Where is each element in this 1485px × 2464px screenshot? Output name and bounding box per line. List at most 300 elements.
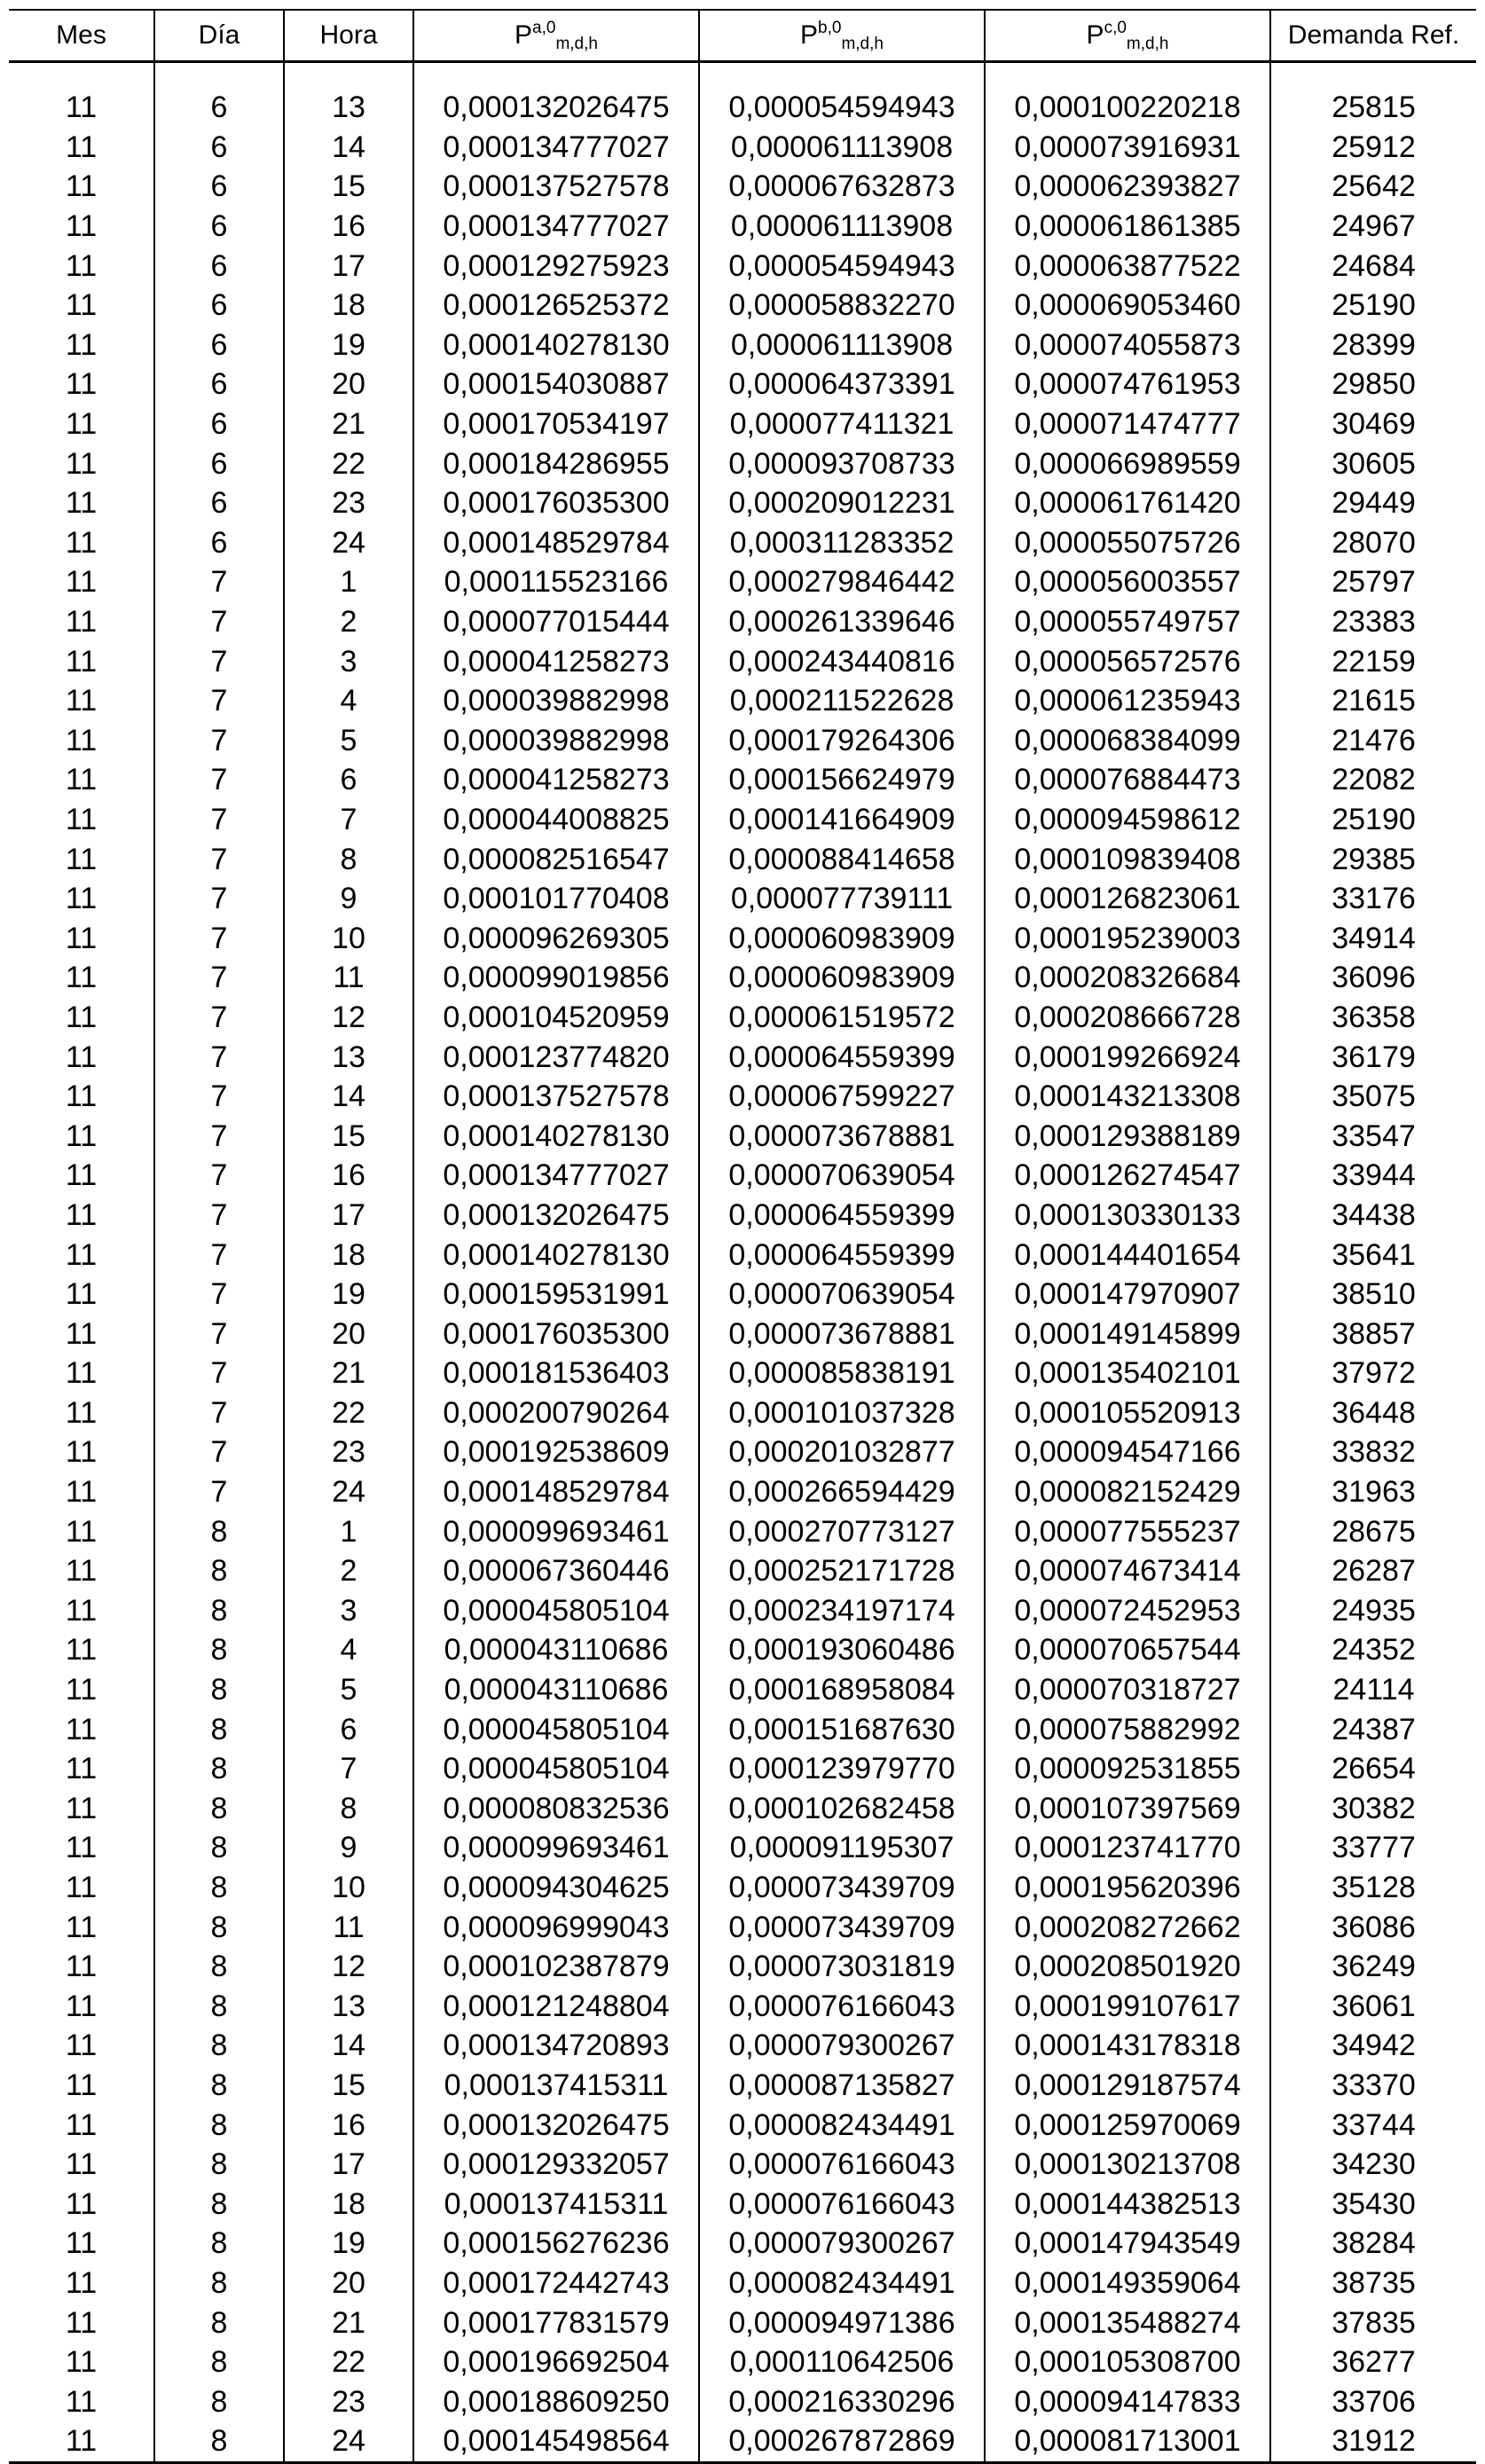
cell-mes: 11 [65, 1316, 98, 1351]
cell-mes: 11 [65, 1158, 98, 1193]
cell-pb: 0,000216330296 [699, 2382, 985, 2421]
cell-demanda: 33176 [1270, 879, 1476, 919]
cell-dia: 8 [154, 1749, 284, 1789]
cell-dia: 6 [154, 167, 284, 207]
cell-mes: 11 [65, 248, 98, 283]
table-row [9, 167, 1476, 207]
cell-dia: 8 [154, 2264, 284, 2303]
cell-demanda: 37835 [1270, 2303, 1476, 2342]
cell-pc: 0,000061761420 [985, 483, 1270, 523]
cell-mes: 11 [65, 2068, 98, 2102]
cell-mes: 11 [65, 1950, 98, 1984]
cell-mes: 11 [65, 407, 98, 442]
cell-mes: 11 [65, 1435, 98, 1470]
cell-hora: 18 [284, 2184, 413, 2224]
cell-pa: 0,000170534197 [413, 404, 699, 444]
cell-demanda: 30605 [1270, 443, 1476, 483]
table-row [9, 1670, 1476, 1710]
cell-demanda: 34914 [1270, 918, 1476, 958]
cell-hora: 6 [284, 760, 413, 800]
cell-dia: 7 [154, 1275, 284, 1314]
cell-dia: 6 [154, 326, 284, 365]
cell-pc: 0,000208272662 [985, 1907, 1270, 1947]
cell-pb: 0,000311283352 [699, 523, 985, 563]
cell-pc: 0,000125970069 [985, 2105, 1270, 2145]
cell-pc: 0,000199266924 [985, 1037, 1270, 1077]
cell-pa: 0,000045805104 [413, 1591, 699, 1631]
cell-pa: 0,000137415311 [413, 2066, 699, 2106]
table-row [9, 1037, 1476, 1077]
cell-mes: 11 [65, 2226, 98, 2261]
cell-pa: 0,000134777027 [413, 1156, 699, 1196]
cell-demanda: 36086 [1270, 1907, 1476, 1947]
table-row [9, 681, 1476, 721]
cell-mes: 11 [65, 129, 98, 164]
cell-pb: 0,000061113908 [699, 326, 985, 365]
cell-dia: 7 [154, 879, 284, 919]
cell-pa: 0,000132026475 [413, 62, 699, 128]
cell-dia: 7 [154, 918, 284, 958]
cell-mes: 11 [65, 327, 98, 362]
cell-pb: 0,000093708733 [699, 443, 985, 483]
cell-hora: 20 [284, 1314, 413, 1354]
cell-demanda: 24114 [1270, 1670, 1476, 1710]
table-row [9, 760, 1476, 800]
cell-demanda: 21476 [1270, 721, 1476, 761]
cell-hora: 11 [284, 1907, 413, 1947]
cell-pa: 0,000039882998 [413, 721, 699, 761]
cell-hora: 24 [284, 2421, 413, 2462]
cell-pa: 0,000145498564 [413, 2421, 699, 2462]
cell-demanda: 33777 [1270, 1828, 1476, 1868]
cell-demanda: 33547 [1270, 1116, 1476, 1156]
cell-demanda: 25190 [1270, 286, 1476, 326]
cell-demanda: 33706 [1270, 2382, 1476, 2421]
cell-demanda: 25815 [1270, 62, 1476, 128]
cell-pb: 0,000061113908 [699, 207, 985, 247]
cell-mes: 11 [65, 1514, 98, 1549]
table-row [9, 1947, 1476, 1987]
cell-dia: 8 [154, 2145, 284, 2185]
cell-pc: 0,000126823061 [985, 879, 1270, 919]
cell-pc: 0,000208326684 [985, 958, 1270, 998]
cell-hora: 1 [284, 1511, 413, 1551]
table-row [9, 1432, 1476, 1472]
cell-pc: 0,000143178318 [985, 2026, 1270, 2066]
cell-mes: 11 [65, 1118, 98, 1153]
table-row [9, 365, 1476, 404]
cell-pc: 0,000129388189 [985, 1116, 1270, 1156]
cell-pa: 0,000121248804 [413, 1987, 699, 2027]
cell-demanda: 24967 [1270, 207, 1476, 247]
cell-dia: 8 [154, 1670, 284, 1710]
cell-pb: 0,000279846442 [699, 562, 985, 602]
cell-pb: 0,000211522628 [699, 681, 985, 721]
cell-hora: 16 [284, 207, 413, 247]
table-row [9, 1828, 1476, 1868]
cell-pa: 0,000043110686 [413, 1670, 699, 1710]
cell-hora: 15 [284, 1116, 413, 1156]
cell-demanda: 28399 [1270, 326, 1476, 365]
table-row [9, 443, 1476, 483]
table-row [9, 1314, 1476, 1354]
cell-demanda: 31912 [1270, 2421, 1476, 2462]
cell-demanda: 33832 [1270, 1432, 1476, 1472]
cell-pc: 0,000070657544 [985, 1630, 1270, 1670]
cell-hora: 20 [284, 365, 413, 404]
cell-pb: 0,000073031819 [699, 1947, 985, 1987]
cell-pa: 0,000067360446 [413, 1551, 699, 1591]
cell-pc: 0,000074673414 [985, 1551, 1270, 1591]
table-header [9, 10, 1476, 62]
cell-hora: 2 [284, 1551, 413, 1591]
cell-mes: 11 [65, 1593, 98, 1628]
cell-hora: 17 [284, 246, 413, 286]
cell-pb: 0,000058832270 [699, 286, 985, 326]
cell-pc: 0,000056003557 [985, 562, 1270, 602]
table-row [9, 1235, 1476, 1275]
cell-dia: 6 [154, 207, 284, 247]
cell-hora: 17 [284, 2145, 413, 2185]
cell-mes: 11 [65, 1000, 98, 1034]
cell-hora: 19 [284, 2224, 413, 2264]
cell-dia: 7 [154, 1037, 284, 1077]
cell-demanda: 38857 [1270, 1314, 1476, 1354]
cell-mes: 11 [65, 1871, 98, 1905]
cell-pb: 0,000094971386 [699, 2303, 985, 2342]
cell-hora: 15 [284, 167, 413, 207]
cell-demanda: 22082 [1270, 760, 1476, 800]
cell-mes: 11 [65, 644, 98, 679]
table-row [9, 1472, 1476, 1512]
cell-pa: 0,000080832536 [413, 1789, 699, 1829]
cell-pc: 0,000144401654 [985, 1235, 1270, 1275]
table-row [9, 1868, 1476, 1908]
cell-dia: 6 [154, 62, 284, 128]
cell-demanda: 37972 [1270, 1354, 1476, 1393]
cell-pa: 0,000134720893 [413, 2026, 699, 2066]
cell-hora: 12 [284, 998, 413, 1038]
cell-mes: 11 [65, 2265, 98, 2300]
cell-mes: 11 [65, 802, 98, 836]
cell-demanda: 34438 [1270, 1196, 1476, 1236]
header-row [9, 10, 1476, 62]
header-pc [985, 10, 1270, 62]
cell-pa: 0,000159531991 [413, 1275, 699, 1314]
cell-pb: 0,000067632873 [699, 167, 985, 207]
cell-pc: 0,000208501920 [985, 1947, 1270, 1987]
cell-pc: 0,000105520913 [985, 1393, 1270, 1433]
table-row [9, 2342, 1476, 2382]
cell-pc: 0,000094598612 [985, 800, 1270, 840]
table-row [9, 2026, 1476, 2066]
cell-dia: 7 [154, 681, 284, 721]
cell-mes: 11 [65, 1395, 98, 1430]
cell-pa: 0,000172442743 [413, 2264, 699, 2303]
cell-demanda: 29449 [1270, 483, 1476, 523]
cell-pa: 0,000140278130 [413, 1235, 699, 1275]
cell-demanda: 36179 [1270, 1037, 1476, 1077]
cell-pb: 0,000151687630 [699, 1709, 985, 1749]
cell-pb: 0,000101037328 [699, 1393, 985, 1433]
table-row [9, 326, 1476, 365]
cell-pc: 0,000143213308 [985, 1077, 1270, 1117]
table-row [9, 2224, 1476, 2264]
cell-dia: 6 [154, 365, 284, 404]
cell-pc: 0,000199107617 [985, 1987, 1270, 2027]
cell-pa: 0,000099693461 [413, 1511, 699, 1551]
cell-dia: 7 [154, 1432, 284, 1472]
cell-dia: 6 [154, 523, 284, 563]
cell-mes: 11 [65, 1079, 98, 1114]
cell-pb: 0,000079300267 [699, 2026, 985, 2066]
cell-pb: 0,000193060486 [699, 1630, 985, 1670]
cell-mes: 11 [65, 2147, 98, 2182]
cell-pa: 0,000192538609 [413, 1432, 699, 1472]
cell-demanda: 29850 [1270, 365, 1476, 404]
header-pa-sub: m,d,h [555, 35, 598, 53]
cell-pc: 0,000073916931 [985, 128, 1270, 168]
cell-dia: 7 [154, 760, 284, 800]
cell-pa: 0,000099019856 [413, 958, 699, 998]
cell-dia: 7 [154, 1196, 284, 1236]
cell-pb: 0,000156624979 [699, 760, 985, 800]
table-row [9, 1551, 1476, 1591]
cell-hora: 22 [284, 1393, 413, 1433]
cell-pa: 0,000094304625 [413, 1868, 699, 1908]
cell-dia: 8 [154, 1511, 284, 1551]
cell-pc: 0,000129187574 [985, 2066, 1270, 2106]
cell-pb: 0,000054594943 [699, 62, 985, 128]
cell-pb: 0,000141664909 [699, 800, 985, 840]
cell-pa: 0,000177831579 [413, 2303, 699, 2342]
cell-hora: 6 [284, 1709, 413, 1749]
cell-pa: 0,000181536403 [413, 1354, 699, 1393]
cell-pb: 0,000060983909 [699, 918, 985, 958]
table-row [9, 1354, 1476, 1393]
header-pa [413, 10, 699, 62]
cell-pa: 0,000134777027 [413, 128, 699, 168]
cell-pc: 0,000081713001 [985, 2421, 1270, 2462]
cell-demanda: 22159 [1270, 641, 1476, 681]
cell-hora: 16 [284, 2105, 413, 2145]
cell-demanda: 38510 [1270, 1275, 1476, 1314]
cell-pa: 0,000077015444 [413, 602, 699, 642]
table-row [9, 1077, 1476, 1117]
table-row [9, 958, 1476, 998]
cell-dia: 8 [154, 1709, 284, 1749]
cell-pa: 0,000184286955 [413, 443, 699, 483]
table-row [9, 483, 1476, 523]
cell-mes: 11 [65, 2107, 98, 2142]
cell-pa: 0,000045805104 [413, 1749, 699, 1789]
cell-pc: 0,000069053460 [985, 286, 1270, 326]
cell-hora: 14 [284, 2026, 413, 2066]
cell-mes: 11 [65, 1791, 98, 1825]
cell-demanda: 24684 [1270, 246, 1476, 286]
cell-pc: 0,000123741770 [985, 1828, 1270, 1868]
cell-mes: 11 [65, 209, 98, 244]
cell-pa: 0,000148529784 [413, 1472, 699, 1512]
cell-hora: 13 [284, 1037, 413, 1077]
cell-hora: 7 [284, 1749, 413, 1789]
cell-pc: 0,000109839408 [985, 839, 1270, 879]
cell-pc: 0,000066989559 [985, 443, 1270, 483]
cell-demanda: 28675 [1270, 1511, 1476, 1551]
cell-hora: 10 [284, 918, 413, 958]
table-row [9, 2184, 1476, 2224]
cell-pa: 0,000115523166 [413, 562, 699, 602]
header-pa-base: P [515, 20, 533, 50]
cell-demanda: 29385 [1270, 839, 1476, 879]
cell-dia: 7 [154, 958, 284, 998]
cell-dia: 6 [154, 443, 284, 483]
cell-pb: 0,000070639054 [699, 1156, 985, 1196]
cell-hora: 14 [284, 1077, 413, 1117]
cell-pc: 0,000075882992 [985, 1709, 1270, 1749]
cell-pa: 0,000140278130 [413, 326, 699, 365]
cell-dia: 6 [154, 128, 284, 168]
cell-hora: 14 [284, 128, 413, 168]
cell-mes: 11 [65, 1356, 98, 1391]
cell-pc: 0,000135488274 [985, 2303, 1270, 2342]
cell-mes: 11 [65, 2384, 98, 2419]
cell-pa: 0,000096999043 [413, 1907, 699, 1947]
cell-pb: 0,000054594943 [699, 246, 985, 286]
cell-pb: 0,000266594429 [699, 1472, 985, 1512]
cell-pa: 0,000140278130 [413, 1116, 699, 1156]
cell-demanda: 30469 [1270, 404, 1476, 444]
table-row [9, 1789, 1476, 1829]
cell-hora: 17 [284, 1196, 413, 1236]
cell-mes: 11 [65, 1475, 98, 1510]
cell-pc: 0,000208666728 [985, 998, 1270, 1038]
cell-mes: 11 [65, 2028, 98, 2063]
cell-pc: 0,000070318727 [985, 1670, 1270, 1710]
cell-dia: 7 [154, 1116, 284, 1156]
table-row [9, 800, 1476, 840]
cell-dia: 7 [154, 602, 284, 642]
cell-mes: 11 [65, 1989, 98, 2023]
cell-pc: 0,000082152429 [985, 1472, 1270, 1512]
cell-demanda: 36096 [1270, 958, 1476, 998]
cell-pa: 0,000044008825 [413, 800, 699, 840]
cell-hora: 8 [284, 1789, 413, 1829]
cell-pa: 0,000134777027 [413, 207, 699, 247]
cell-pb: 0,000070639054 [699, 1275, 985, 1314]
cell-pb: 0,000267872869 [699, 2421, 985, 2462]
cell-demanda: 25642 [1270, 167, 1476, 207]
cell-mes: 11 [65, 1752, 98, 1786]
cell-hora: 5 [284, 721, 413, 761]
cell-demanda: 33744 [1270, 2105, 1476, 2145]
cell-pb: 0,000088414658 [699, 839, 985, 879]
cell-demanda: 24352 [1270, 1630, 1476, 1670]
cell-pb: 0,000179264306 [699, 721, 985, 761]
cell-mes: 11 [65, 525, 98, 560]
header-demanda: Demanda Ref. [1270, 10, 1476, 62]
table-row [9, 1749, 1476, 1789]
header-pc-sub: m,d,h [1126, 35, 1169, 53]
cell-pa: 0,000129275923 [413, 246, 699, 286]
cell-pc: 0,000147970907 [985, 1275, 1270, 1314]
table-row [9, 246, 1476, 286]
cell-pb: 0,000234197174 [699, 1591, 985, 1631]
cell-dia: 6 [154, 483, 284, 523]
cell-pc: 0,000076884473 [985, 760, 1270, 800]
cell-demanda: 30382 [1270, 1789, 1476, 1829]
cell-pb: 0,000064373391 [699, 365, 985, 404]
table-row [9, 998, 1476, 1038]
cell-mes: 11 [65, 1554, 98, 1589]
cell-demanda: 33944 [1270, 1156, 1476, 1196]
cell-hora: 2 [284, 602, 413, 642]
cell-dia: 6 [154, 246, 284, 286]
cell-mes: 11 [65, 684, 98, 718]
cell-dia: 7 [154, 1156, 284, 1196]
cell-dia: 8 [154, 1789, 284, 1829]
table-row [9, 1116, 1476, 1156]
cell-mes: 11 [65, 446, 98, 481]
table-row [9, 1275, 1476, 1314]
cell-pa: 0,000102387879 [413, 1947, 699, 1987]
cell-pa: 0,000101770408 [413, 879, 699, 919]
cell-hora: 5 [284, 1670, 413, 1710]
cell-dia: 8 [154, 1630, 284, 1670]
cell-pa: 0,000188609250 [413, 2382, 699, 2421]
cell-pb: 0,000060983909 [699, 958, 985, 998]
cell-hora: 22 [284, 2342, 413, 2382]
cell-demanda: 36448 [1270, 1393, 1476, 1433]
cell-pc: 0,000100220218 [985, 62, 1270, 128]
cell-hora: 19 [284, 1275, 413, 1314]
table-row [9, 1591, 1476, 1631]
table-row [9, 2145, 1476, 2185]
cell-mes: 11 [65, 1633, 98, 1668]
cell-pb: 0,000077739111 [699, 879, 985, 919]
cell-pa: 0,000176035300 [413, 483, 699, 523]
cell-mes: 11 [65, 605, 98, 640]
cell-hora: 13 [284, 1987, 413, 2027]
cell-pc: 0,000055749757 [985, 602, 1270, 642]
cell-demanda: 24935 [1270, 1591, 1476, 1631]
cell-dia: 8 [154, 2026, 284, 2066]
cell-pb: 0,000085838191 [699, 1354, 985, 1393]
table-row [9, 1630, 1476, 1670]
cell-mes: 11 [65, 288, 98, 323]
cell-pa: 0,000126525372 [413, 286, 699, 326]
cell-hora: 22 [284, 443, 413, 483]
cell-pc: 0,000147943549 [985, 2224, 1270, 2264]
cell-pa: 0,000154030887 [413, 365, 699, 404]
cell-pa: 0,000041258273 [413, 760, 699, 800]
header-pa-sup: a,0 [532, 19, 556, 37]
cell-hora: 1 [284, 562, 413, 602]
cell-dia: 8 [154, 2382, 284, 2421]
cell-hora: 21 [284, 1354, 413, 1393]
cell-pa: 0,000132026475 [413, 2105, 699, 2145]
table-row [9, 721, 1476, 761]
cell-pa: 0,000123774820 [413, 1037, 699, 1077]
cell-demanda: 26287 [1270, 1551, 1476, 1591]
cell-demanda: 24387 [1270, 1709, 1476, 1749]
cell-pb: 0,000073439709 [699, 1907, 985, 1947]
cell-hora: 3 [284, 641, 413, 681]
cell-pb: 0,000261339646 [699, 602, 985, 642]
cell-pa: 0,000148529784 [413, 523, 699, 563]
cell-dia: 6 [154, 404, 284, 444]
cell-demanda: 35075 [1270, 1077, 1476, 1117]
